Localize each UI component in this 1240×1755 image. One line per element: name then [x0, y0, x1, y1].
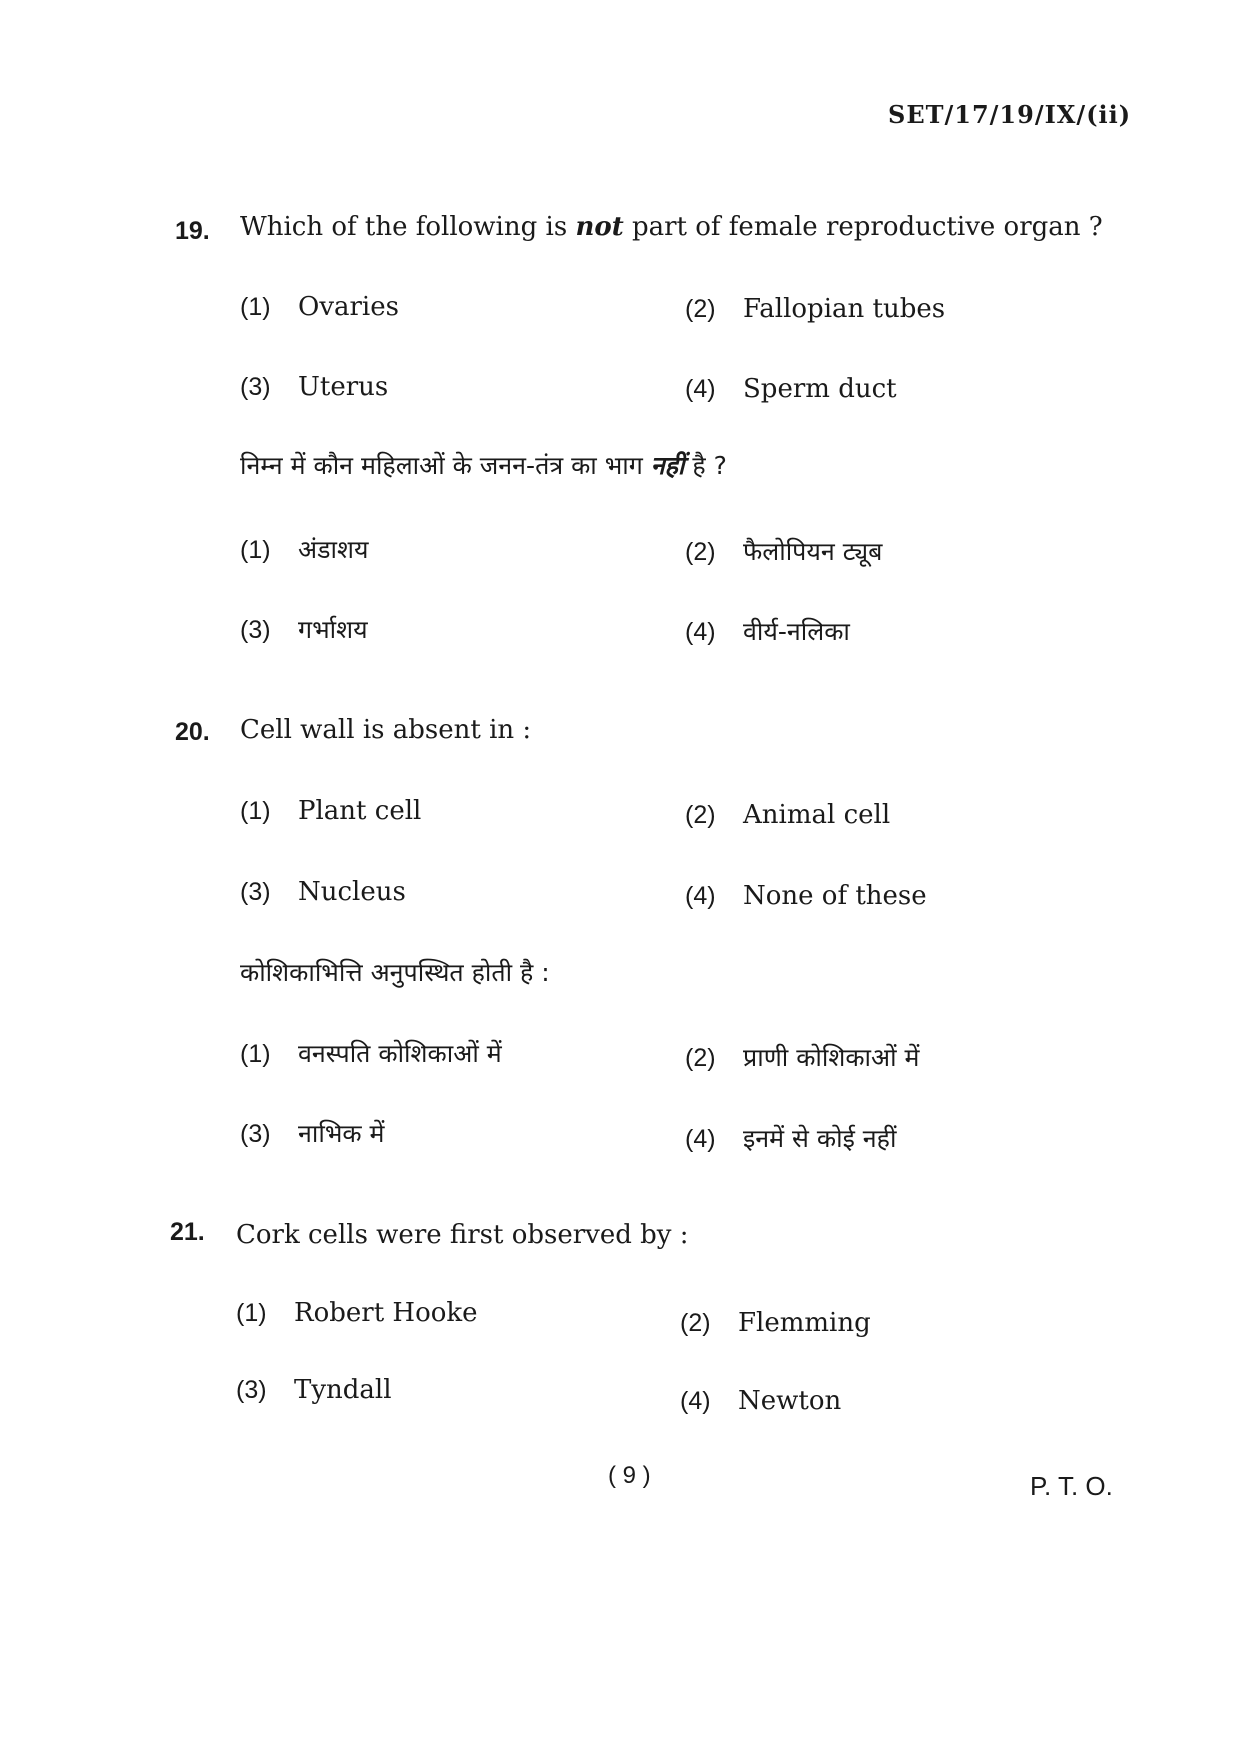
option-label: (4)	[685, 882, 716, 910]
option	[680, 1308, 871, 1338]
option-text: वीर्य-नलिका	[743, 617, 850, 646]
option-label: (3)	[236, 1376, 267, 1404]
question-text-english	[240, 212, 1103, 242]
option-text: Fallopian tubes	[743, 294, 946, 324]
option-text: Flemming	[738, 1308, 871, 1338]
option-label: (4)	[680, 1387, 711, 1415]
option	[685, 800, 890, 830]
option-label: (4)	[685, 1125, 716, 1153]
option-label: (3)	[240, 373, 271, 401]
option-text: इनमें से कोई नहीं	[743, 1124, 897, 1153]
option-label: (3)	[240, 1120, 271, 1148]
question-text-english: Cell wall is absent in :	[240, 715, 532, 745]
option-label: (4)	[685, 618, 716, 646]
option-text: Ovaries	[298, 292, 399, 322]
question-text-part: part of female reproductive organ ?	[623, 212, 1103, 242]
option-text: Plant cell	[298, 796, 422, 826]
option	[685, 1040, 919, 1074]
option-text: Sperm duct	[743, 374, 897, 404]
option	[240, 532, 368, 566]
option-text: Tyndall	[294, 1375, 392, 1405]
option-label: (2)	[680, 1309, 711, 1337]
option-text: None of these	[743, 881, 927, 911]
option-label: (1)	[240, 797, 271, 825]
option-text: गर्भाशय	[298, 615, 368, 644]
option-label: (2)	[685, 295, 716, 323]
option-label: (2)	[685, 1044, 716, 1072]
option-label: (1)	[240, 536, 271, 564]
option	[685, 534, 882, 568]
question-number: 21.	[170, 1218, 205, 1246]
question-emphasis: नहीं	[650, 451, 685, 480]
question-emphasis: not	[575, 212, 624, 242]
option-text: Robert Hooke	[294, 1298, 478, 1328]
question-text-part: Which of the following is	[240, 212, 576, 242]
pto-label: P. T. O.	[1030, 1471, 1113, 1501]
question-number: 20.	[175, 718, 210, 746]
option	[240, 796, 421, 826]
option	[685, 881, 927, 911]
option-label: (2)	[685, 538, 716, 566]
option-text: फैलोपियन ट्यूब	[743, 537, 883, 566]
option-label: (3)	[240, 616, 271, 644]
option-text: अंडाशय	[298, 535, 369, 564]
question-text-part: निम्न में कौन महिलाओं के जनन-तंत्र का भाग	[240, 451, 651, 480]
option-label: (3)	[240, 878, 271, 906]
page-number: ( 9 )	[608, 1462, 651, 1489]
question-text-hindi: कोशिकाभित्ति अनुपस्थित होती है :	[240, 958, 550, 987]
question-text-english: Cork cells were first observed by :	[236, 1220, 689, 1250]
option-text: Newton	[738, 1386, 842, 1416]
question-number: 19.	[175, 217, 210, 245]
option-label: (1)	[236, 1299, 267, 1327]
option-label: (2)	[685, 801, 716, 829]
option-text: Nucleus	[298, 877, 406, 907]
paper-code: SET/17/19/IX/(ii)	[888, 100, 1132, 129]
option	[240, 372, 388, 402]
option-text: वनस्पति कोशिकाओं में	[298, 1039, 502, 1068]
option-text: प्राणी कोशिकाओं में	[743, 1043, 920, 1072]
option	[236, 1375, 392, 1405]
option	[240, 1116, 385, 1150]
option-text: Animal cell	[743, 800, 891, 830]
option-label: (1)	[240, 293, 271, 321]
option	[685, 1121, 896, 1155]
option-label: (4)	[685, 375, 716, 403]
option	[685, 294, 945, 324]
option	[240, 292, 399, 322]
question-text-hindi	[240, 448, 727, 482]
option-label: (1)	[240, 1040, 271, 1068]
option	[240, 1036, 502, 1070]
option-text: Uterus	[298, 372, 389, 402]
option	[240, 612, 368, 646]
option	[680, 1386, 841, 1416]
option	[685, 374, 897, 404]
option	[685, 614, 850, 648]
question-text-part: है ?	[684, 451, 727, 480]
option	[240, 877, 406, 907]
option-text: नाभिक में	[298, 1119, 385, 1148]
option	[236, 1298, 478, 1328]
